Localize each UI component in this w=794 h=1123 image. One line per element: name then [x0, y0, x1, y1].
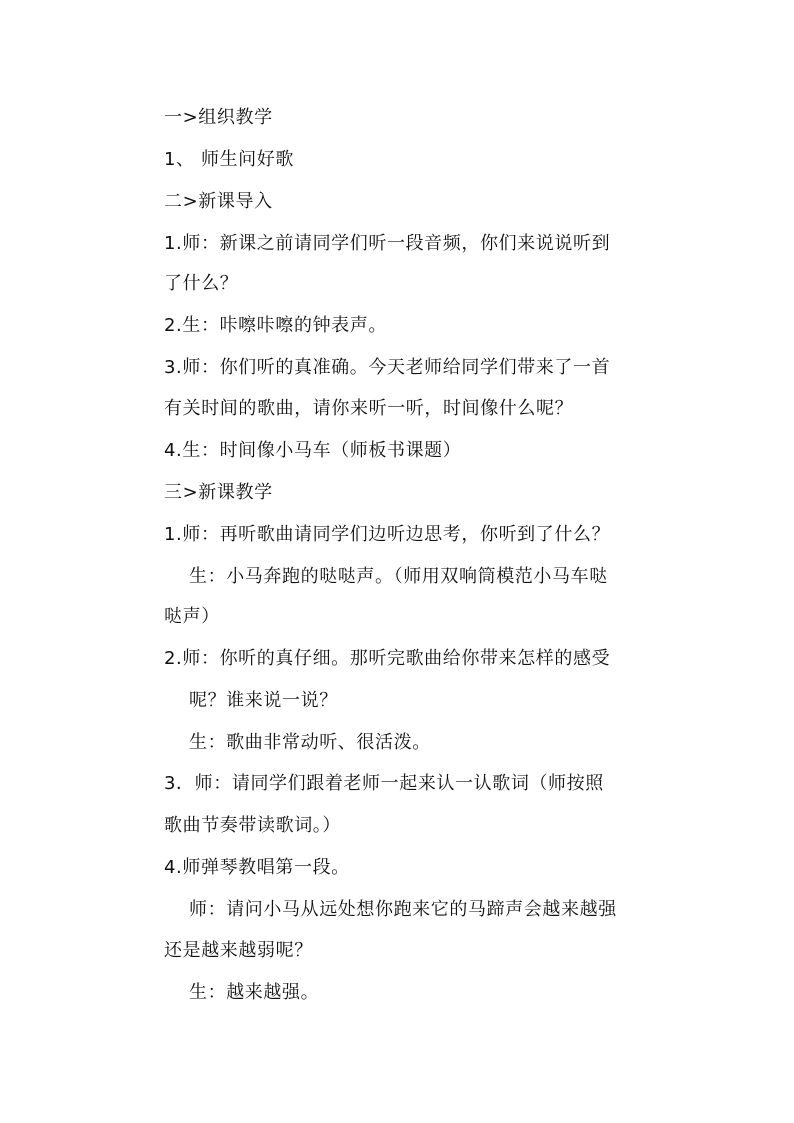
text-line: 4.师弹琴教唱第一段。 — [164, 857, 350, 878]
text-line: 1.师：再听歌曲请同学们边听边思考，你听到了什么？ — [164, 524, 611, 545]
text-line: 2.生：咔嚓咔嚓的钟表声。 — [164, 315, 387, 336]
text-line: 呢？谁来说一说？ — [189, 690, 338, 711]
text-line: 4.生：时间像小马车（师板书课题） — [164, 440, 462, 461]
text-line: 生：歌曲非常动听、很活泼。 — [189, 732, 431, 753]
text-line: 3．师：请同学们跟着老师一起来认一认歌词（师按照 — [164, 773, 604, 794]
text-line: 师：请问小马从远处想你跑来它的马蹄声会越来越强 — [189, 899, 617, 920]
section-heading-teaching: 三>新课教学 — [164, 482, 273, 503]
text-line: 1.师：新课之前请同学们听一段音频，你们来说说听到 — [164, 233, 611, 254]
section-heading-intro: 二>新课导入 — [164, 191, 273, 212]
text-line: 生：小马奔跑的哒哒声。（师用双响筒模范小马车哒 — [189, 566, 608, 587]
text-line: 还是越来越弱呢？ — [164, 940, 313, 961]
text-line: 1、 师生问好歌 — [164, 149, 294, 170]
text-line: 2.师：你听的真仔细。那听完歌曲给你带来怎样的感受 — [164, 648, 611, 669]
text-line: 了什么？ — [164, 273, 239, 294]
text-line: 歌曲节奏带读歌词。） — [164, 815, 341, 836]
text-line: 哒声） — [164, 606, 220, 627]
section-heading-organize: 一>组织教学 — [164, 107, 273, 128]
text-line: 3.师：你们听的真准确。今天老师给同学们带来了一首 — [164, 357, 611, 378]
text-line: 有关时间的歌曲，请你来听一听，时间像什么呢？ — [164, 398, 574, 419]
text-line: 生：越来越强。 — [189, 982, 320, 1003]
